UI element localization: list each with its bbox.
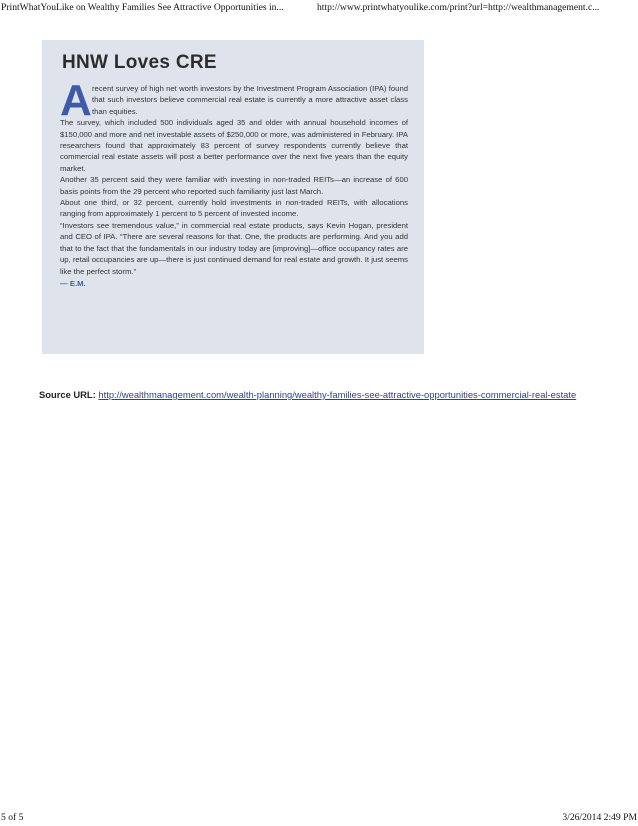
author-signature: — E.M. (60, 278, 86, 288)
article-headline: HNW Loves CRE (62, 52, 217, 73)
print-header-url: http://www.printwhatyoulike.com/print?url=http://wealthmanagement.c... (317, 2, 600, 13)
article-lead (60, 76, 408, 125)
article-paragraph: The survey, which included 500 individuals aged 35 and older with annual household incomes of $150,000 and more and net investable assets of $250,000 or more, was administered in February. IPA researchers found that approximately 83 percent of survey respondents currently believe that commercial real estate assets will post a better performance over the next five years than the equity market. (60, 118, 408, 173)
source-url-link[interactable]: http://wealthmanagement.com/wealth-planning/wealthy-families-see-attractive-opportunities-commercial-real-estate (98, 389, 577, 400)
source-label: Source URL: (39, 389, 96, 400)
page-number: 5 of 5 (1, 812, 24, 823)
article-paragraph: Another 35 percent said they were familiar with investing in non-traded REITs—an increase of 600 basis points from the 29 percent who reported such familiarity just last March. (60, 175, 408, 196)
article-paragraph: About one third, or 32 percent, currently hold investments in non-traded REITs, with allocations ranging from approximately 1 percent to 5 percent of invested income. (60, 198, 408, 219)
print-header (0, 0, 638, 16)
print-header-title: PrintWhatYouLike on Wealthy Families See Attractive Opportunities in... (1, 2, 284, 13)
drop-cap: A (60, 76, 92, 125)
lead-paragraph: recent survey of high net worth investors by the Investment Program Association (IPA) found that such investors believe commercial real estate is currently a more attractive asset class than equities. (92, 84, 408, 116)
source-block (39, 387, 599, 403)
article-paragraph: “Investors see tremendous value,” in commercial real estate products, says Kevin Hogan, president and CEO of IPA. “There are several reasons for that. One, the products are performing. And you add that to the fact that the fundamentals in our industry today are [improving]—office occupancy rates are up, retail occupancies are up—there is just continued demand for real estate and growth. It just seems like the perfect storm.” (60, 220, 408, 276)
print-footer (0, 810, 638, 826)
article-body (60, 76, 408, 289)
print-timestamp: 3/26/2014 2:49 PM (562, 812, 637, 823)
article-clipping (42, 40, 424, 354)
